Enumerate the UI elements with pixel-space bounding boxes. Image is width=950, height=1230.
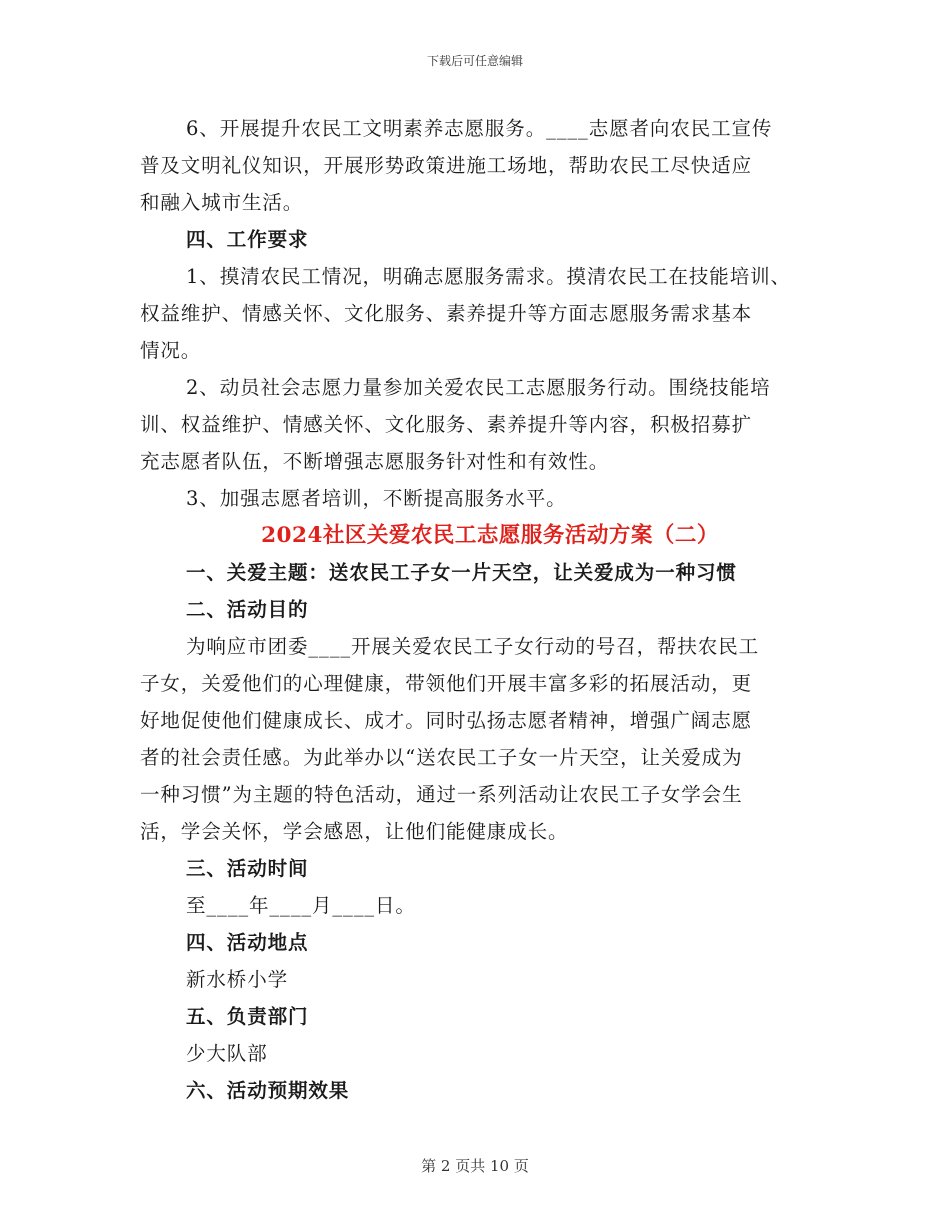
paragraph-line: 者的社会责任感。为此举办以“送农民工子女一片天空，让关爱成为	[140, 746, 743, 769]
paragraph-line: 新水桥小学	[186, 968, 289, 991]
section-heading: 二、活动目的	[186, 598, 309, 621]
paragraph-line: 活，学会关怀，学会感恩，让他们能健康成长。	[140, 820, 569, 843]
page-footer: 第 2 页共 10 页	[421, 1157, 529, 1175]
paragraph-line: 至____年____月____日。	[186, 894, 416, 917]
section-heading: 五、负责部门	[186, 1005, 309, 1028]
paragraph-line: 和融入城市生活。	[140, 191, 304, 214]
document-title: 2024社区关爱农民工志愿服务活动方案（二）	[261, 523, 719, 548]
paragraph-line: 好地促使他们健康成长、成才。同时弘扬志愿者精神，增强广阔志愿	[140, 709, 753, 732]
paragraph-line: 子女，关爱他们的心理健康，带领他们开展丰富多彩的拓展活动，更	[140, 672, 753, 695]
section-heading: 六、活动预期效果	[186, 1079, 350, 1102]
section-heading: 四、工作要求	[186, 228, 309, 251]
section-heading: 四、活动地点	[186, 931, 309, 954]
paragraph-line: 少大队部	[186, 1042, 268, 1065]
paragraph-line: 1、摸清农民工情况，明确志愿服务需求。摸清农民工在技能培训、	[186, 265, 791, 288]
paragraph-line: 2、动员社会志愿力量参加关爱农民工志愿服务行动。围绕技能培	[186, 376, 771, 399]
section-heading: 三、活动时间	[186, 857, 309, 880]
page-header: 下载后可任意编辑	[426, 54, 523, 68]
paragraph-line: 权益维护、情感关怀、文化服务、素养提升等方面志愿服务需求基本	[140, 302, 753, 325]
section-heading: 一、关爱主题：送农民工子女一片天空，让关爱成为一种习惯	[186, 561, 737, 584]
paragraph-line: 6、开展提升农民工文明素养志愿服务。____志愿者向农民工宣传	[186, 117, 773, 140]
paragraph-line: 为响应市团委____开展关爱农民工子女行动的号召，帮扶农民工	[186, 635, 760, 658]
paragraph-line: 普及文明礼仪知识，开展形势政策进施工场地，帮助农民工尽快适应	[140, 154, 753, 177]
paragraph-line: 一种习惯”为主题的特色活动，通过一系列活动让农民工子女学会生	[140, 783, 743, 806]
paragraph-line: 充志愿者队伍，不断增强志愿服务针对性和有效性。	[140, 450, 610, 473]
paragraph-line: 情况。	[140, 339, 202, 362]
paragraph-line: 训、权益维护、情感关怀、文化服务、素养提升等内容，积极招募扩	[140, 413, 753, 436]
paragraph-line: 3、加强志愿者培训，不断提高服务水平。	[186, 487, 567, 510]
document-body	[140, 110, 820, 1109]
